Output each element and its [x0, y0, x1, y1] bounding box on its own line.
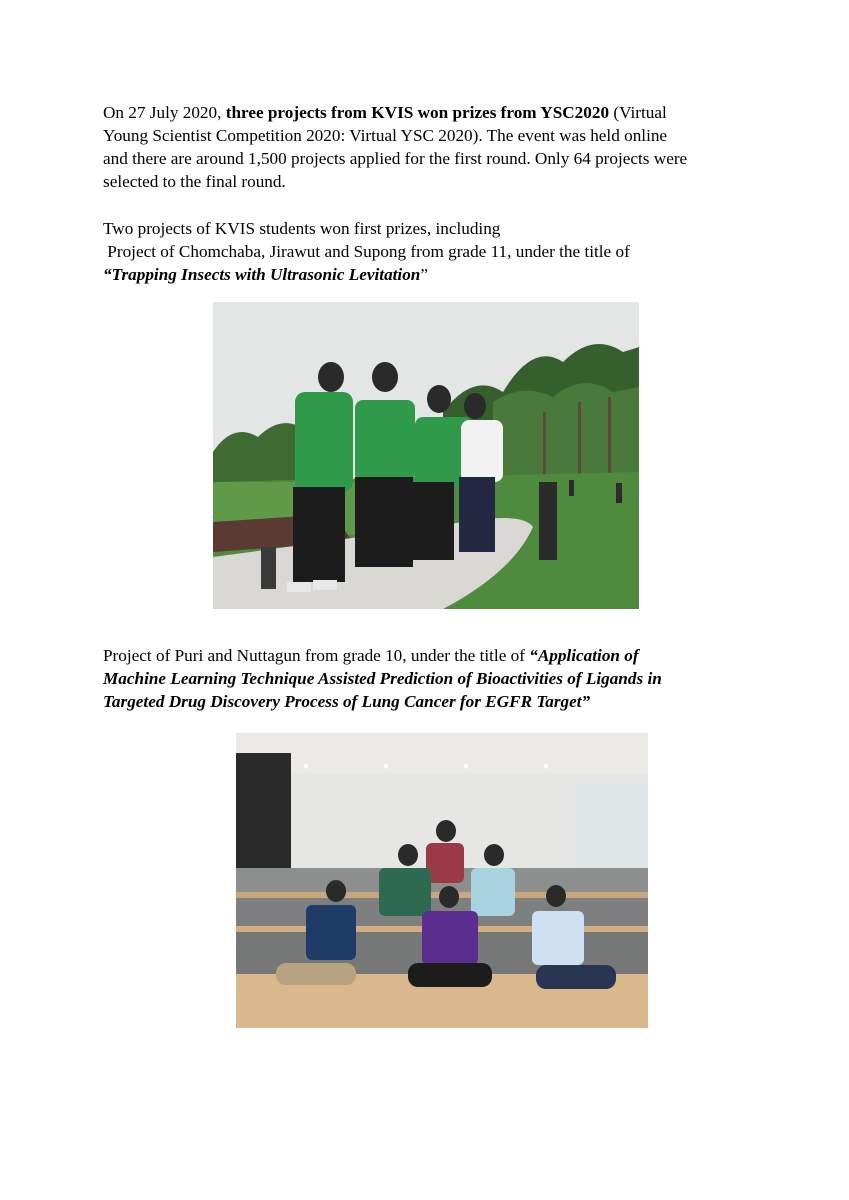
project-title-insects: “Trapping Insects with Ultrasonic Levitation [103, 265, 421, 284]
first-prize-line-1: Two projects of KVIS students won first prizes, including [103, 219, 501, 238]
photo-indoor-team [236, 733, 648, 1028]
photo-outdoor-team [213, 302, 639, 609]
intro-line-2: Young Scientist Competition 2020: Virtual YSC 2020). The event was held online [103, 126, 668, 145]
intro-headline-bold: three projects from KVIS won prizes from YSC2020 [225, 103, 610, 122]
intro-line-4: selected to the final round. [103, 172, 286, 191]
outdoor-team-illustration [213, 302, 639, 609]
intro-date-text: On 27 July 2020, [103, 103, 226, 122]
second-project-line-1 [103, 644, 753, 667]
project-title-ml-part-2: Machine Learning Technique Assisted Prediction of Bioactivities of Ligands in [103, 669, 662, 688]
intro-line-3: and there are around 1,500 projects applied for the first round. Only 64 projects were [103, 149, 688, 168]
project-title-ml-part-1: “Application of [529, 646, 639, 665]
title-close-quote: ” [420, 265, 429, 284]
first-prize-title-line [103, 263, 753, 286]
second-project-paragraph [103, 644, 753, 713]
intro-line-1 [103, 101, 753, 124]
intro-line-1-suffix: (Virtual [609, 103, 667, 122]
intro-paragraph [103, 101, 753, 193]
second-project-intro: Project of Puri and Nuttagun from grade 10, under the title of [103, 646, 530, 665]
first-prize-line-2: Project of Chomchaba, Jirawut and Supong from grade 11, under the title of [103, 242, 630, 261]
project-title-ml-part-3: Targeted Drug Discovery Process of Lung Cancer for EGFR Target” [103, 692, 591, 711]
indoor-team-illustration [236, 733, 648, 1028]
first-prize-paragraph [103, 217, 753, 286]
